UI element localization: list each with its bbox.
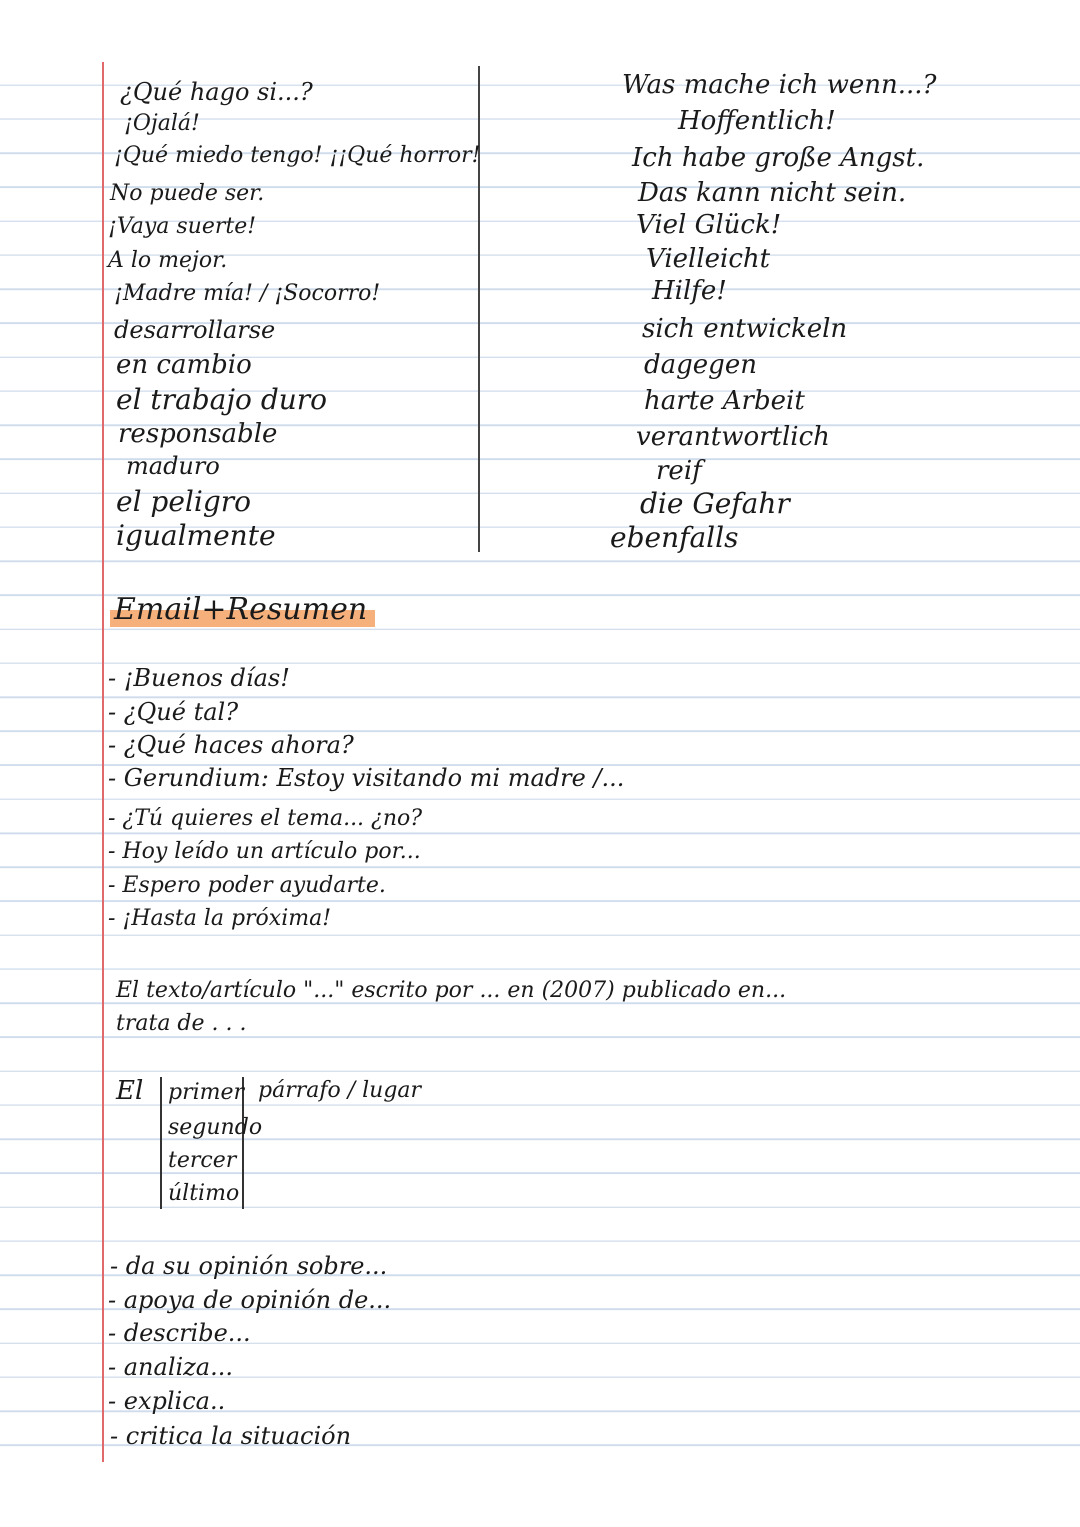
summary-verb: - critica la situación — [110, 1422, 352, 1450]
vocab-es-item: A lo mejor. — [108, 248, 228, 273]
ordinal-item: segundo — [168, 1115, 263, 1140]
email-phrase: - ¿Qué tal? — [108, 698, 239, 726]
vocab-es-item: igualmente — [116, 519, 276, 552]
red-margin-line — [102, 62, 104, 1462]
vocab-de-item: Hilfe! — [652, 276, 727, 306]
vocab-es-item: ¡Vaya suerte! — [108, 214, 257, 239]
vocab-de-item: Viel Glück! — [636, 210, 782, 240]
vocab-de-item: Was mache ich wenn...? — [622, 70, 937, 100]
vocab-es-item: ¿Qué hago si...? — [120, 78, 313, 106]
vocab-de-item: Vielleicht — [646, 244, 771, 274]
vocab-column-divider — [478, 66, 480, 552]
resumen-intro-line: El texto/artículo "..." escrito por ... en (2007) publicado en... — [116, 978, 787, 1003]
vocab-es-item: ¡Madre mía! / ¡Socorro! — [114, 281, 381, 306]
email-phrase: - ¡Hasta la próxima! — [108, 906, 332, 931]
vocab-de-item: Hoffentlich! — [678, 106, 836, 136]
vocab-es-item: maduro — [126, 452, 220, 480]
summary-verb: - analiza... — [108, 1353, 234, 1381]
email-phrase: - Hoy leído un artículo por... — [108, 839, 421, 864]
section-heading: Email+Resumen — [110, 590, 375, 630]
page-top — [0, 0, 1080, 56]
paragraph-noun: párrafo / lugar — [258, 1078, 422, 1103]
vocab-es-item: responsable — [118, 419, 278, 449]
vocab-de-item: verantwortlich — [636, 422, 830, 452]
vocab-es-item: desarrollarse — [114, 316, 276, 344]
vocab-de-item: reif — [656, 456, 702, 486]
email-phrase: - Gerundium: Estoy visitando mi madre /... — [108, 764, 625, 792]
page-bottom — [0, 1462, 1080, 1527]
ordinal-item: último — [168, 1181, 240, 1206]
email-phrase: - ¡Buenos días! — [108, 664, 290, 692]
vocab-es-item: en cambio — [116, 350, 252, 380]
vocab-de-item: die Gefahr — [640, 487, 790, 520]
vocab-es-item: el trabajo duro — [116, 383, 328, 416]
vocab-es-item: No puede ser. — [110, 181, 265, 206]
resumen-intro-line: trata de . . . — [116, 1011, 247, 1036]
vocab-de-item: dagegen — [644, 350, 757, 380]
email-phrase: - Espero poder ayudarte. — [108, 873, 386, 898]
ordinal-item: tercer — [168, 1148, 237, 1173]
vocab-de-item: Ich habe große Angst. — [632, 143, 925, 173]
email-phrase: - ¿Tú quieres el tema... ¿no? — [108, 806, 423, 831]
summary-verb: - describe... — [108, 1319, 251, 1347]
vocab-de-item: sich entwickeln — [642, 314, 848, 344]
article-label: El — [116, 1076, 144, 1106]
vocab-es-item: ¡Qué miedo tengo! ¡¡Qué horror! — [114, 143, 481, 168]
summary-verb: - da su opinión sobre... — [110, 1252, 388, 1280]
vocab-de-item: ebenfalls — [610, 521, 739, 554]
summary-verb: - explica.. — [108, 1387, 226, 1415]
vocab-de-item: Das kann nicht sein. — [638, 178, 907, 208]
ordinal-item: primer — [168, 1080, 245, 1105]
email-phrase: - ¿Qué haces ahora? — [108, 731, 354, 759]
summary-verb: - apoya de opinión de... — [108, 1286, 392, 1314]
vocab-es-item: el peligro — [116, 485, 251, 518]
vocab-de-item: harte Arbeit — [644, 386, 805, 416]
vocab-es-item: ¡Ojalá! — [124, 111, 200, 136]
